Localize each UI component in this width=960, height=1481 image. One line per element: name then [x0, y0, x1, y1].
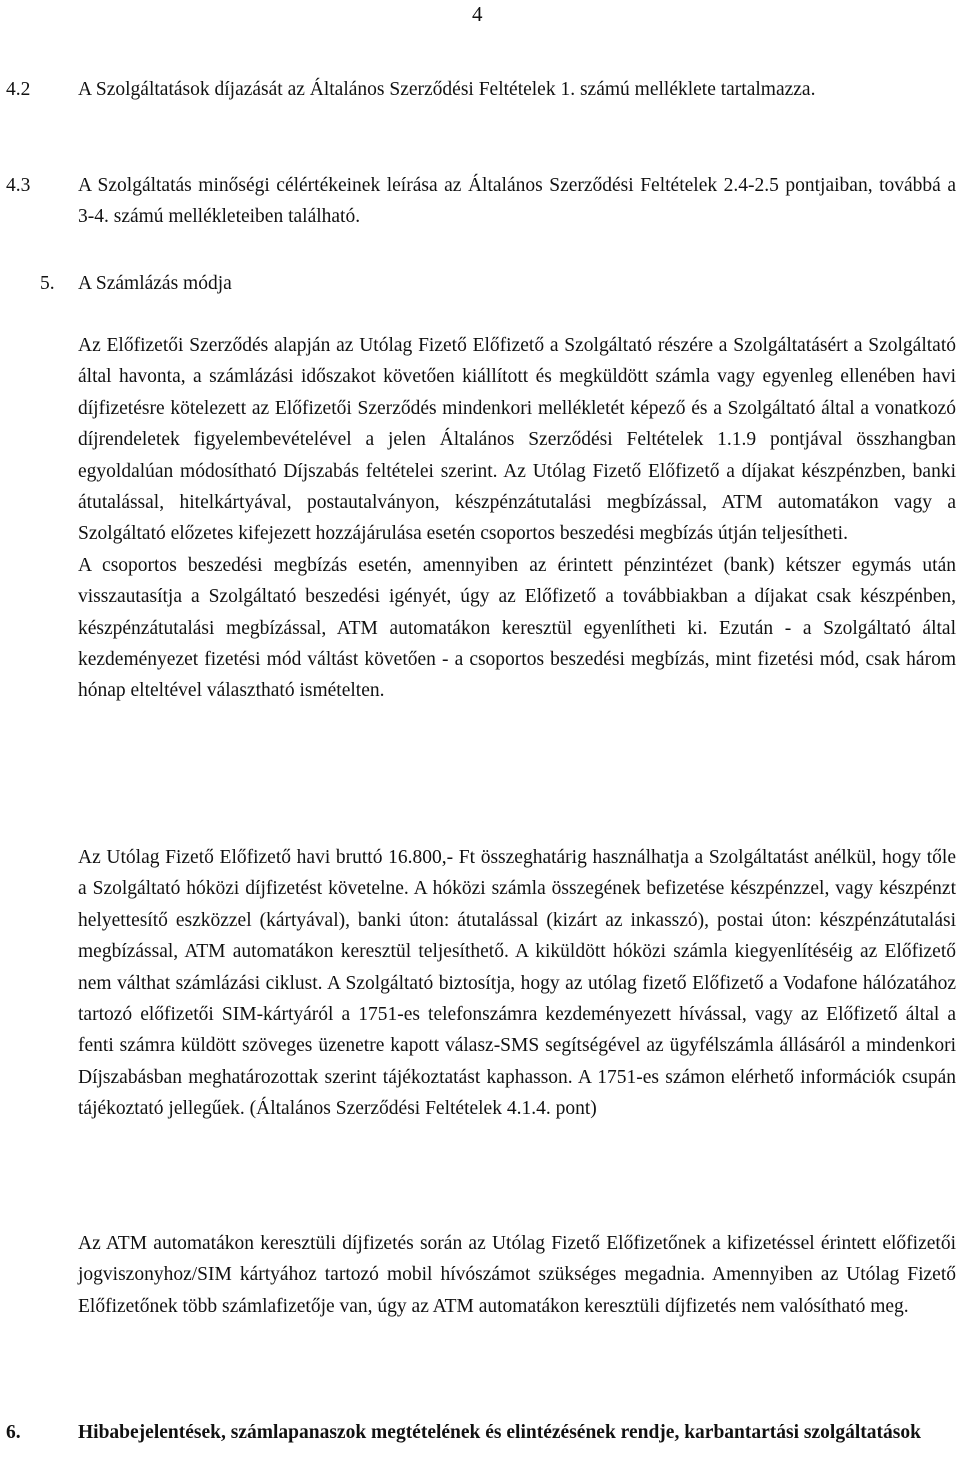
- section-5-paragraph-atm: [78, 1228, 956, 1322]
- item-text: A Szolgáltatások díjazását az Általános Szerződési Feltételek 1. számú melléklete tartalmazza.: [78, 79, 816, 100]
- list-item-4-2: [6, 74, 956, 105]
- item-number: 4.2: [6, 79, 31, 100]
- section-title: Hibabejelentések, számlapanaszok megtételének és elintézésének rendje, karbantartási szolgáltatások: [78, 1422, 921, 1443]
- paragraph: Az Előfizetői Szerződés alapján az Utólag Fizető Előfizető a Szolgáltató részére a Szolgáltatásért a Szolgáltató által havonta, a számlázási időszakot követően kiállított és megküldött számla vagy egyenleg ellenében havi díjfizetésre kötelezett az Előfizetői Szerződés mindenkori mellékletét képező és a Szolgáltató által a vonatkozó díjrendeletek figyelembevételével a jelen Általános Szerződési Feltételek 1.1.9 pontjával összhangban egyoldalúan módosítható Díjszabás feltételei szerint. Az Utólag Fizető Előfizető a díjakat készpénzben, banki átutalással, hitelkártyával, postautalványon, készpénzátutalási megbízással, ATM automatákon vagy a Szolgáltató előzetes kifejezett hozzájárulása esetén csoportos beszedési megbízás útján teljesítheti.: [78, 335, 956, 545]
- section-number: 5.: [40, 273, 55, 294]
- section-title: A Számlázás módja: [78, 273, 232, 294]
- list-item-4-3: [6, 170, 956, 232]
- section-number: 6.: [6, 1422, 21, 1443]
- section-6-heading: [6, 1417, 956, 1448]
- page-number: 4: [472, 2, 483, 26]
- section-5-body: [78, 330, 956, 707]
- paragraph: A csoportos beszedési megbízás esetén, amennyiben az érintett pénzintézet (bank) kétszer egymás után visszautasítja a Szolgáltató beszedési igényét, úgy az Előfizető a továbbiakban a díjakat csak készpénben, készpénzátutalási megbízással, ATM automatákon keresztül egyenlítheti ki. Ezután - a Szolgáltató által kezdeményezet fizetési mód váltást követően - a csoportos beszedési megbízás, mint fizetési mód, csak három hónap elteltével választható ismételten.: [78, 554, 956, 702]
- section-5-paragraph-hokozi: [78, 842, 956, 1125]
- paragraph: Az ATM automatákon keresztüli díjfizetés során az Utólag Fizető Előfizetőnek a kifizetéssel érintett előfizetői jogviszonyhoz/SIM kártyához tartozó mobil hívószámot szükséges megadnia. Amennyiben az Utólag Fizető Előfizetőnek több számlafizetője van, úgy az ATM automatákon keresztüli díjfizetés nem valósítható meg.: [78, 1233, 956, 1317]
- paragraph: Az Utólag Fizető Előfizető havi bruttó 16.800,- Ft összeghatárig használhatja a Szolgáltatást anélkül, hogy tőle a Szolgáltató hóközi díjfizetést követelne. A hóközi számla összegének befizetése készpénzzel, vagy készpénzt helyettesítő eszközzel (kártyával), banki úton: átutalással (kizárt az inkasszó), postai úton: készpénzátutalási megbízással, ATM automatákon keresztül teljesíthető. A kiküldött hóközi számla kiegyenlítéséig az Előfizető nem válthat számlázási ciklust. A Szolgáltató biztosítja, hogy az utólag fizető Előfizető a Vodafone hálózatához tartozó előfizetői SIM-kártyáról a 1751-es telefonszámra kezdeményezett hívással, vagy az Előfizető által a fenti számra küldött szöveges üzenetre kapott válasz-SMS segítségével az ügyfélszámla állásáról a mindenkori Díjszabásban meghatározottak szerint tájékoztatást kaphasson. A 1751-es számon elérhető információk csupán tájékoztató jellegűek. (Általános Szerződési Feltételek 4.1.4. pont): [78, 847, 956, 1120]
- item-number: 4.3: [6, 175, 31, 196]
- item-text: A Szolgáltatás minőségi célértékeinek leírása az Általános Szerződési Feltételek 2.4-2.5 pontjaiban, továbbá a 3-4. számú mellékleteiben található.: [78, 175, 956, 227]
